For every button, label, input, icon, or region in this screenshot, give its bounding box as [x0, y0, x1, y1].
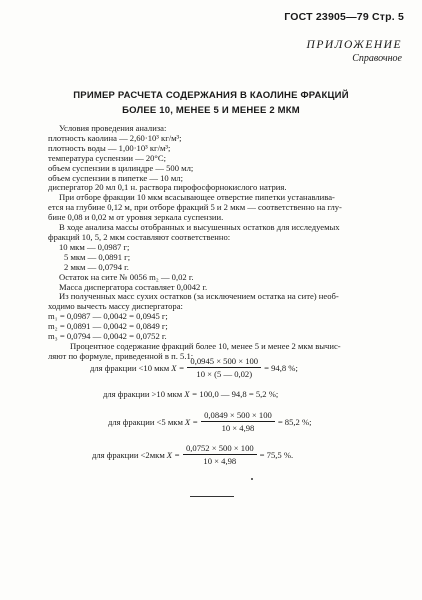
condition-item: плотность воды — 1,00·10³ кг/м³; — [48, 142, 171, 153]
formula-denominator: 10 × 4,98 — [221, 423, 255, 433]
body-text — [48, 124, 400, 362]
formula-row — [0, 389, 422, 399]
formula-lhs: X = — [166, 449, 180, 460]
formula-fraction — [187, 356, 261, 379]
title-line-2: БОЛЕЕ 10, МЕНЕЕ 5 И МЕНЕЕ 2 МКМ — [122, 105, 300, 116]
condition-item: объем суспензии в цилиндре — 500 мл; — [48, 162, 194, 173]
paragraph-line: ется на глубине 0,12 м, при отборе фракций 5 и 2 мкм — соответственно на глу- — [48, 202, 342, 213]
dry-mass-item: m₁ = 0,0987 — 0,0042 = 0,0945 г; — [48, 311, 168, 322]
dispersant-mass: Масса диспергатора составляет 0,0042 г. — [59, 281, 208, 292]
formula-inline: 100,0 — 94,8 = 5,2 %; — [199, 389, 279, 399]
formula-fraction — [183, 443, 257, 466]
formula-lhs: X = — [171, 362, 185, 373]
document-title — [0, 88, 422, 118]
formula-row — [0, 356, 422, 379]
formula-lhs: X = — [184, 389, 198, 399]
formula-row — [0, 410, 422, 433]
formula-result: = 94,8 %; — [264, 362, 298, 373]
formula-label: для фракции <10 мкм — [90, 362, 170, 373]
formula-denominator: 10 × (5 — 0,02) — [196, 369, 253, 379]
formula-row — [0, 443, 422, 466]
formula-result: = 85,2 %; — [277, 416, 312, 427]
formula-label: для фракции <2мкм — [92, 449, 165, 460]
paragraph-line: Из полученных масс сухих остатков (за исключением остатка на сите) необ- — [59, 291, 339, 302]
appendix-label: ПРИЛОЖЕНИЕ — [306, 39, 402, 51]
paragraph-line: В ходе анализа массы отобранных и высушенных остатков для исследуемых — [59, 222, 340, 233]
formula-label: для фракции >10 мкм — [103, 389, 183, 399]
formula-lhs: X = — [184, 416, 199, 427]
mass-item: 2 мкм — 0,0794 г. — [64, 261, 129, 272]
paragraph-line: ляют по формуле, приведенной в п. 5.1: — [48, 350, 194, 361]
end-divider — [190, 496, 234, 497]
condition-item: температура суспензии — 20°С; — [48, 152, 166, 163]
formula-fraction — [201, 410, 275, 433]
formula-numerator: 0,0849 × 500 × 100 — [201, 410, 275, 422]
condition-item: диспергатор 20 мл 0,1 н. раствора пирофосфорнокислого натрия. — [48, 182, 287, 193]
formula-numerator: 0,0752 × 500 × 100 — [183, 443, 257, 455]
paragraph-line: ходимо вычесть массу диспергатора: — [48, 301, 183, 312]
title-line-1: ПРИМЕР РАСЧЕТА СОДЕРЖАНИЯ В КАОЛИНЕ ФРАКЦИЙ — [73, 90, 349, 101]
standard-reference: ГОСТ 23905—79 Стр. 5 — [284, 11, 404, 23]
formula-label: для фракции <5 мкм — [108, 416, 183, 427]
mass-item: 5 мкм — 0,0891 г; — [64, 251, 131, 262]
condition-item: объем суспензии в пипетке — 10 мл; — [48, 172, 183, 183]
mass-item: 10 мкм — 0,0987 г; — [59, 241, 130, 252]
formula-result: = 75,5 %. — [259, 449, 294, 460]
dry-mass-item: m₂ = 0,0891 — 0,0042 = 0,0849 г; — [48, 321, 168, 332]
formula-numerator: 0,0945 × 500 × 100 — [187, 356, 261, 368]
condition-item: плотность каолина — 2,60·10³ кг/м³; — [48, 132, 182, 143]
formula-denominator: 10 × 4,98 — [203, 456, 237, 466]
dry-mass-item: m₃ = 0,0794 — 0,0042 = 0,0752 г. — [48, 331, 167, 342]
sieve-residue: Остаток на сите № 0056 m₂ — 0,02 г. — [59, 271, 194, 282]
paragraph-line: фракций 10, 5, 2 мкм составляют соответственно: — [48, 231, 231, 242]
appendix-type: Справочное — [352, 53, 402, 64]
appendix-label-block — [307, 38, 402, 66]
paragraph-line: бине 0,08 и 0,02 м от уровня зеркала суспензии. — [48, 212, 224, 223]
page-mark — [251, 478, 253, 480]
paragraph-line: При отборе фракции 10 мкм всасывающее отверстие пипетки устанавлива- — [59, 192, 335, 203]
conditions-heading: Условия проведения анализа: — [59, 123, 167, 133]
paragraph-line: Процентное содержание фракций более 10, менее 5 и менее 2 мкм вычис- — [70, 340, 341, 351]
